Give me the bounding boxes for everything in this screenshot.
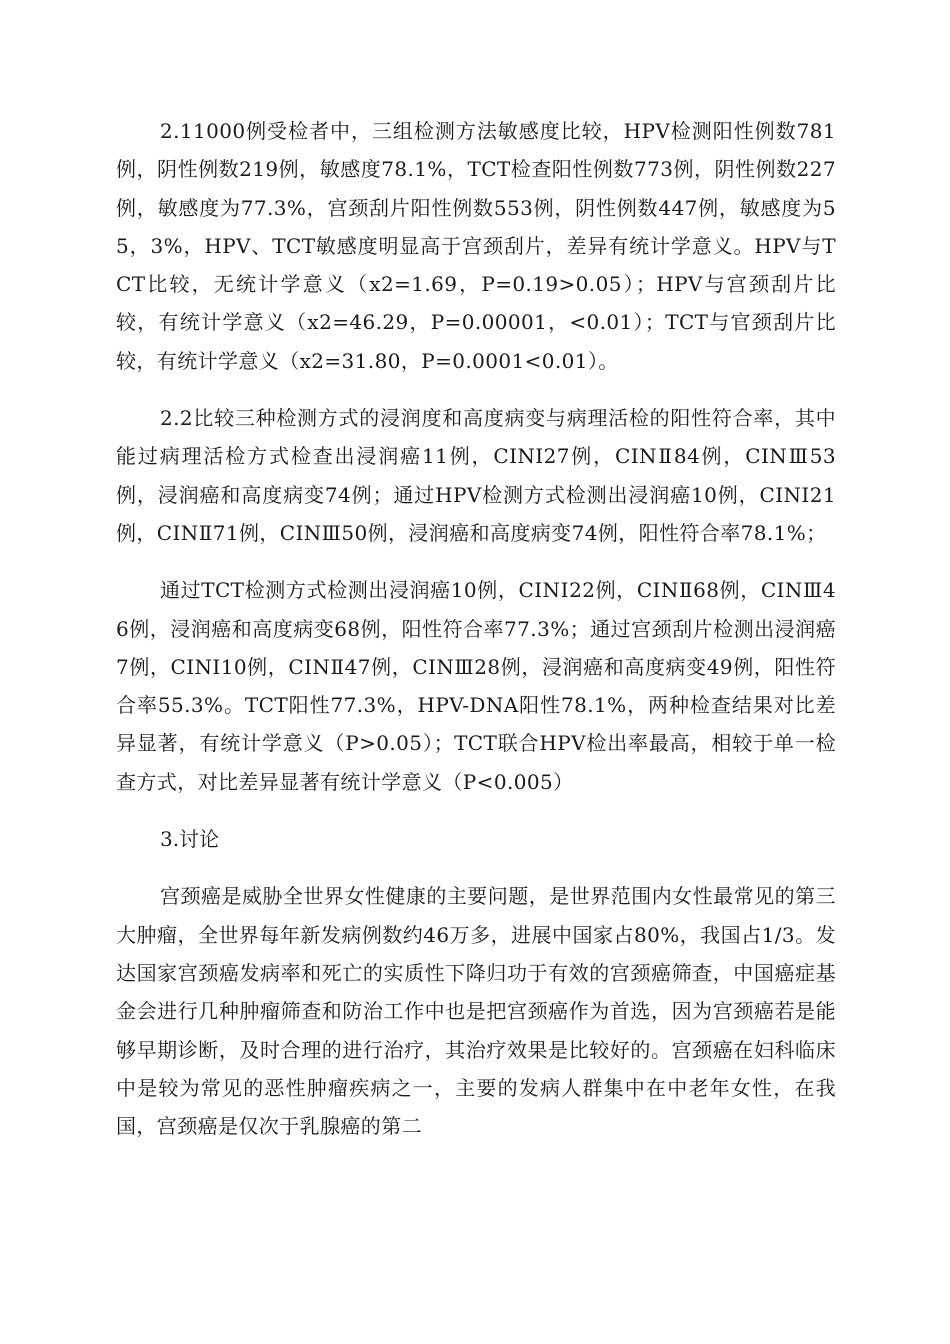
paragraph-2-1-sensitivity: 2.11000例受检者中，三组检测方法敏感度比较，HPV检测阳性例数781例，阴性例数219例，敏感度78.1%，TCT检查阳性例数773例，阴性例数227例，敏感度为77.3%，宫颈刮片阳性例数553例，阴性例数447例，敏感度为55，3%，HPV、TCT敏感度明显高于宫颈刮片，差异有统计学意义。HPV与TCT比较，无统计学意义（x2=1.69，P=0.19>0.05）；HPV与宫颈刮片比较，有统计学意义（x2=46.29，P=0.00001，<0.01）；TCT与官颈刮片比较，有统计学意义（x2=31.80，P=0.0001<0.01）。 [116, 119, 836, 373]
section-heading-discussion: 3.讨论 [160, 827, 220, 852]
paragraph-tct-results: 通过TCT检测方式检测出浸润癌10例，CINⅠ22例，CINⅡ68例，CINⅢ46例，浸润癌和高度病变68例，阳性符合率77.3%；通过宫颈刮片检测出浸润癌7例，CINI10例，CINⅡ47例，CINⅢ28例，浸润癌和高度病变49例，阳性符合率55.3%。TCT阳性77.3%，HPV-DNA阳性78.1%，两种检查结果对比差异显著，有统计学意义（P>0.05）；TCT联合HPV检出率最高，相较于单一检查方式，对比差异显著有统计学意义（P<0.005） [116, 578, 836, 794]
paragraph-discussion: 宫颈癌是威胁全世界女性健康的主要问题，是世界范围内女性最常见的第三大肿瘤，全世界每年新发病例数约46万多，进展中国家占80%，我国占1/3。发达国家宫颈癌发病率和死亡的实质性下降归功于有效的宫颈癌筛查，中国癌症基金会进行几种肿瘤筛查和防治工作中也是把宫颈癌作为首选，因为宫颈癌若是能够早期诊断，及时合理的进行治疗，其治疗效果是比较好的。宫颈癌在妇科临床中是较为常见的恶性肿瘤疾病之一，主要的发病人群集中在中老年女性，在我国，宫颈癌是仅次于乳腺癌的第二 [116, 884, 836, 1139]
paragraph-2-2-pathology: 2.2比较三种检测方式的浸润度和高度病变与病理活检的阳性符合率，其中能过病理活检方式检查出浸润癌11例，CINI27例，CINⅡ84例，CINⅢ53例，浸润癌和高度病变74例；通过HPV检测方式检测出浸润癌10例，CINI21例，CINⅡ71例，CINⅢ50例，浸润癌和高度病变74例，阳性符合率78.1%； [116, 406, 836, 545]
document-body [116, 112, 836, 1145]
